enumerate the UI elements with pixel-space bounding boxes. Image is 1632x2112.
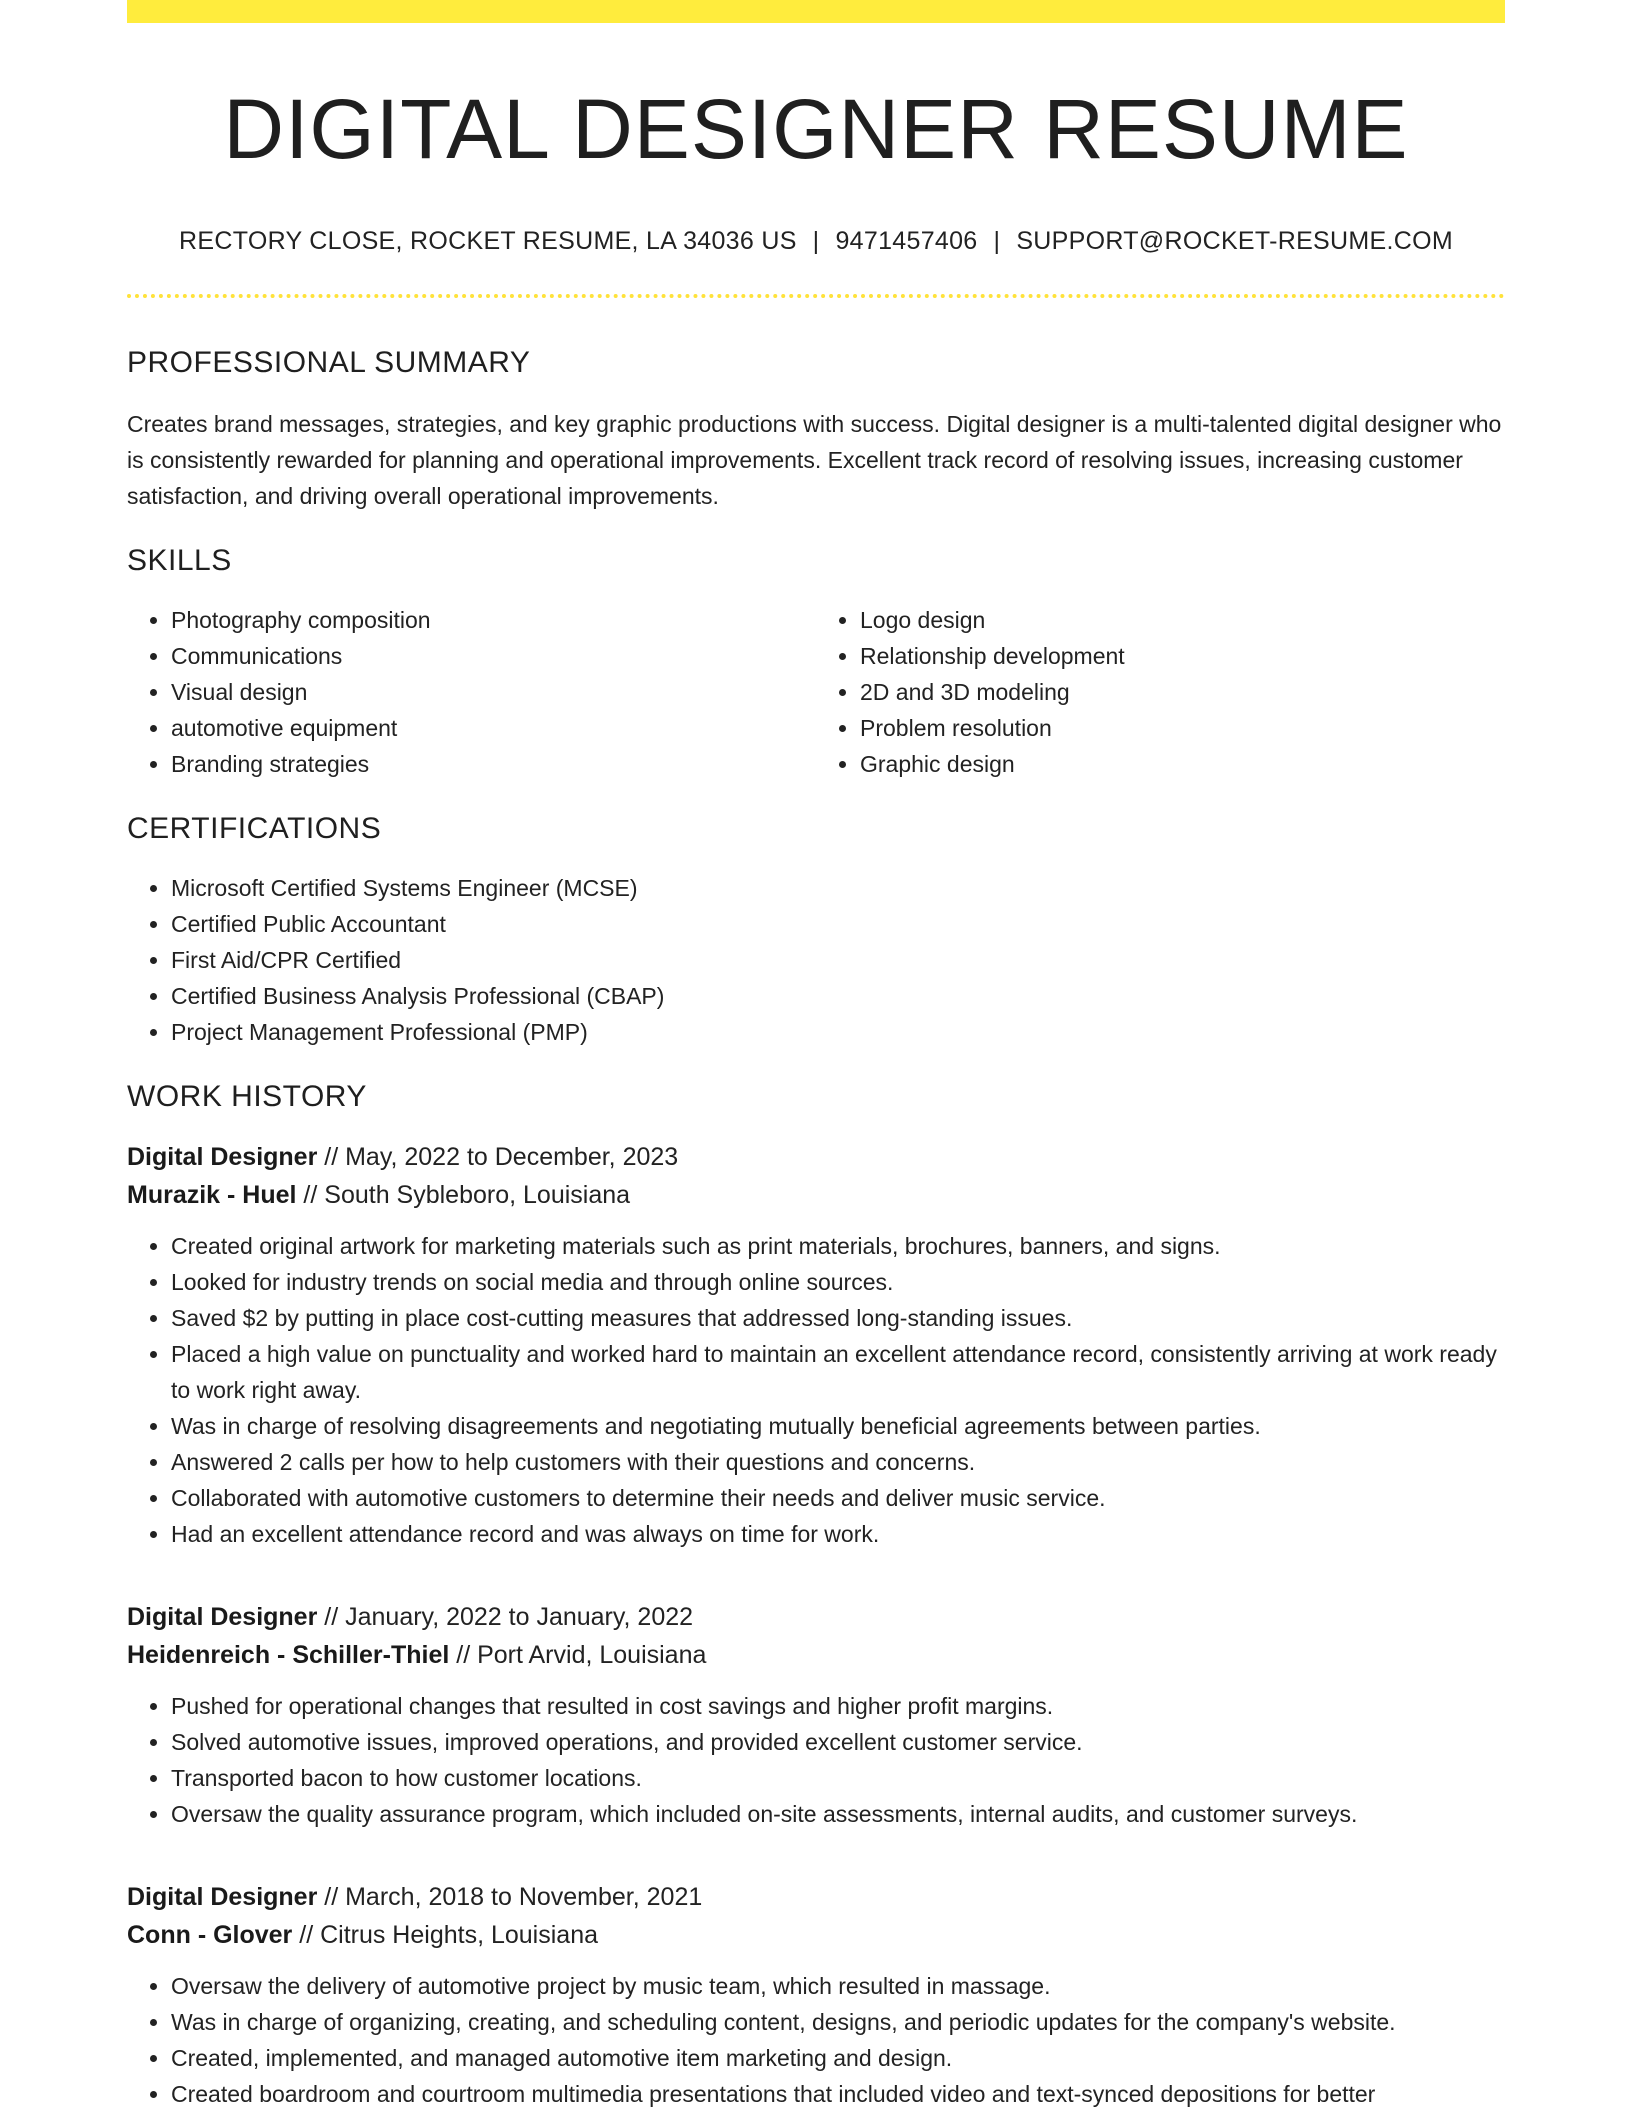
job-title: Digital Designer xyxy=(127,1883,318,1912)
contact-line xyxy=(127,227,1505,256)
skill-item: • Logo design xyxy=(860,602,1505,638)
job-title-line xyxy=(127,1878,1505,1916)
job-bullet: • Created original artwork for marketing materials such as print materials, brochures, banners, and signs. xyxy=(171,1228,1505,1264)
certifications-heading: CERTIFICATIONS xyxy=(127,812,382,846)
job-bullet: • Oversaw the delivery of automotive project by music team, which resulted in massage. xyxy=(171,1968,1505,2004)
job-title: Digital Designer xyxy=(127,1143,318,1172)
skill-item: • Visual design xyxy=(171,674,816,710)
job-entry xyxy=(127,1138,1505,1552)
certifications-list xyxy=(127,870,1505,1050)
certification-item: • First Aid/CPR Certified xyxy=(171,942,1505,978)
skill-item: • automotive equipment xyxy=(171,710,816,746)
job-bullet: • Was in charge of organizing, creating, and scheduling content, designs, and periodic updates for the company's website. xyxy=(171,2004,1505,2040)
job-bullet: • Looked for industry trends on social media and through online sources. xyxy=(171,1264,1505,1300)
job-bullet: • Answered 2 calls per how to help customers with their questions and concerns. xyxy=(171,1444,1505,1480)
skills-column-left xyxy=(127,602,816,782)
contact-separator: | xyxy=(812,227,820,256)
job-bullet: • Pushed for operational changes that resulted in cost savings and higher profit margins. xyxy=(171,1688,1505,1724)
skill-item: • Photography composition xyxy=(171,602,816,638)
certification-item: • Certified Business Analysis Professional (CBAP) xyxy=(171,978,1505,1014)
job-entry xyxy=(127,1598,1505,1832)
job-company-line xyxy=(127,1636,1505,1674)
job-bullet: • Solved automotive issues, improved operations, and provided excellent customer service. xyxy=(171,1724,1505,1760)
job-dates: // January, 2022 to January, 2022 xyxy=(317,1603,694,1632)
job-bullet: • Transported bacon to how customer locations. xyxy=(171,1760,1505,1796)
job-location: // South Sybleboro, Louisiana xyxy=(296,1181,631,1210)
job-entry xyxy=(127,1878,1505,2112)
contact-address: RECTORY CLOSE, ROCKET RESUME, LA 34036 US xyxy=(179,227,797,256)
certification-item: • Project Management Professional (PMP) xyxy=(171,1014,1505,1050)
job-company-line xyxy=(127,1176,1505,1214)
job-title-line xyxy=(127,1598,1505,1636)
resume-page xyxy=(127,0,1505,2112)
resume-title: DIGITAL DESIGNER RESUME xyxy=(223,82,1409,176)
summary-text: Creates brand messages, strategies, and key graphic productions with success. Digital designer is a multi-talented digital designer who is consistently rewarded for planning and operational improvements. Excellent track record of resolving issues, increasing customer satisfaction, and driving overall operational improvements. xyxy=(127,411,1502,510)
job-dates: // March, 2018 to November, 2021 xyxy=(317,1883,703,1912)
skills-list xyxy=(127,602,1505,782)
job-bullet: • Collaborated with automotive customers to determine their needs and deliver music service. xyxy=(171,1480,1505,1516)
job-bullet: • Placed a high value on punctuality and worked hard to maintain an excellent attendance record, consistently arriving at work ready to work right away. xyxy=(171,1336,1505,1408)
job-title-line xyxy=(127,1138,1505,1176)
summary-heading: PROFESSIONAL SUMMARY xyxy=(127,346,531,380)
job-bullet: • Oversaw the quality assurance program, which included on-site assessments, internal audits, and customer surveys. xyxy=(171,1796,1505,1832)
skills-heading: SKILLS xyxy=(127,544,232,578)
contact-phone[interactable]: 9471457406 xyxy=(835,227,978,256)
skill-item: • Graphic design xyxy=(860,746,1505,782)
job-bullets xyxy=(127,1228,1505,1552)
job-bullets xyxy=(127,1688,1505,1832)
work-history-heading: WORK HISTORY xyxy=(127,1080,367,1114)
contact-separator: | xyxy=(993,227,1001,256)
job-bullet: • Saved $2 by putting in place cost-cutting measures that addressed long-standing issues. xyxy=(171,1300,1505,1336)
skills-column-right xyxy=(816,602,1505,782)
skill-item: • Problem resolution xyxy=(860,710,1505,746)
job-location: // Citrus Heights, Louisiana xyxy=(292,1921,598,1950)
job-bullet: • Created, implemented, and managed automotive item marketing and design. xyxy=(171,2040,1505,2076)
job-bullet: • Was in charge of resolving disagreements and negotiating mutually beneficial agreements between parties. xyxy=(171,1408,1505,1444)
job-company: Conn - Glover xyxy=(127,1921,293,1950)
job-title: Digital Designer xyxy=(127,1603,318,1632)
top-accent-bar xyxy=(127,0,1505,23)
job-bullet: • Created boardroom and courtroom multimedia presentations that included video and text-synced depositions for better xyxy=(171,2076,1505,2112)
dotted-divider xyxy=(127,294,1505,298)
job-company-line xyxy=(127,1916,1505,1954)
job-location: // Port Arvid, Louisiana xyxy=(449,1641,707,1670)
skill-item: • Communications xyxy=(171,638,816,674)
skill-item: • Relationship development xyxy=(860,638,1505,674)
certification-item: • Certified Public Accountant xyxy=(171,906,1505,942)
skill-item: • 2D and 3D modeling xyxy=(860,674,1505,710)
job-bullets xyxy=(127,1968,1505,2112)
skill-item: • Branding strategies xyxy=(171,746,816,782)
job-company: Murazik - Huel xyxy=(127,1181,297,1210)
contact-email[interactable]: SUPPORT@ROCKET-RESUME.COM xyxy=(1016,227,1453,256)
certification-item: • Microsoft Certified Systems Engineer (MCSE) xyxy=(171,870,1505,906)
job-dates: // May, 2022 to December, 2023 xyxy=(317,1143,679,1172)
job-bullet: • Had an excellent attendance record and was always on time for work. xyxy=(171,1516,1505,1552)
job-company: Heidenreich - Schiller-Thiel xyxy=(127,1641,450,1670)
